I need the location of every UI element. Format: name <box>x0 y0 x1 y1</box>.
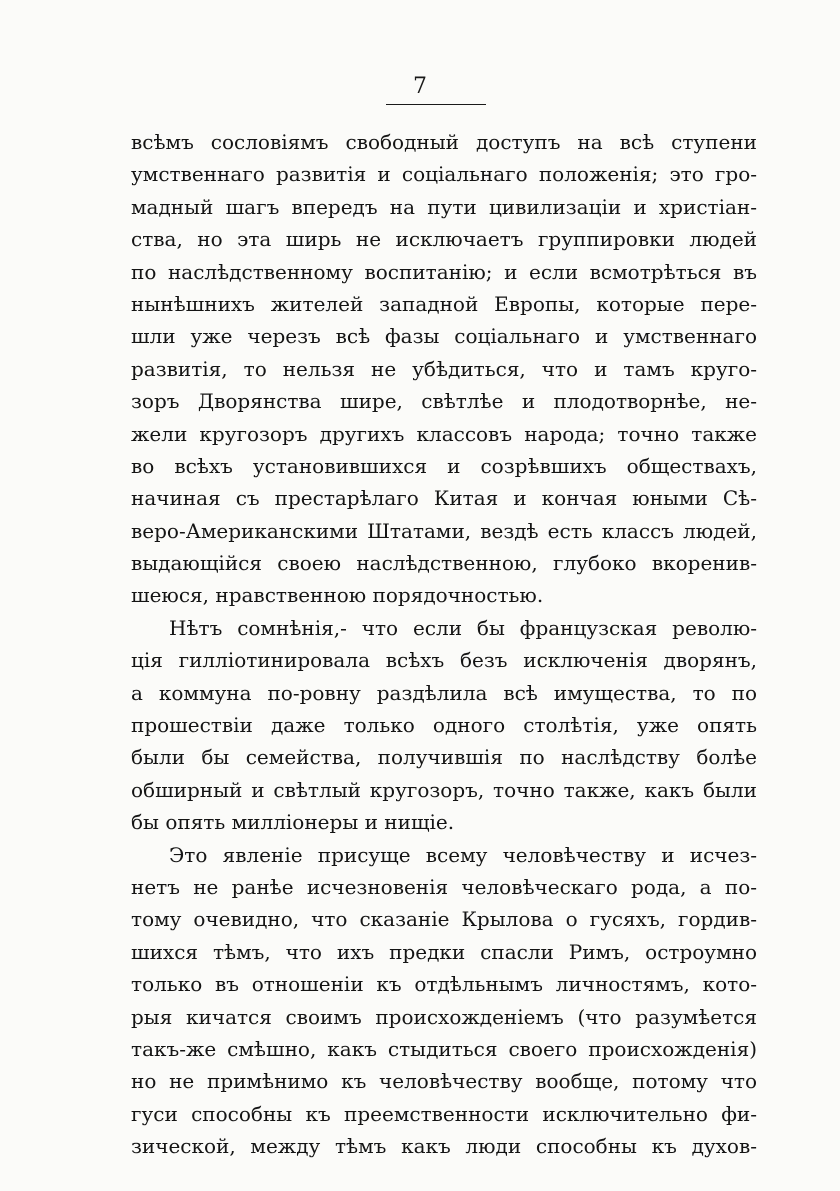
text-line: нынѣшнихъ жителей западной Европы, которые пере- <box>131 291 757 316</box>
text-line: зической, между тѣмъ какъ люди способны къ духов- <box>131 1134 757 1159</box>
text-line: но не примѣнимо къ человѣчеству вообще, потому что <box>131 1069 757 1094</box>
text-line: обширный и свѣтлый кругозоръ, точно также, какъ были <box>131 777 757 802</box>
text-line: зоръ Дворянства шире, свѣтлѣе и плодотворнѣе, не- <box>131 389 757 414</box>
text-line: начиная съ престарѣлаго Китая и кончая юными Сѣ- <box>131 486 757 511</box>
page-number: 7 <box>413 74 427 99</box>
text-line: рыя кичатся своимъ происхожденіемъ (что разумѣется <box>131 1004 757 1029</box>
header-rule <box>386 104 486 105</box>
text-line: тому очевидно, что сказаніе Крылова о гусяхъ, гордив- <box>131 907 757 932</box>
text-line: развитія, то нельзя не убѣдиться, что и тамъ круго- <box>131 356 757 381</box>
text-line: жели кругозоръ другихъ классовъ народа; точно также <box>131 421 757 446</box>
text-line: Нѣтъ сомнѣнія,- что если бы французская револю- <box>169 615 757 640</box>
text-line: шихся тѣмъ, что ихъ предки спасли Римъ, остроумно <box>131 939 757 964</box>
text-line: выдающійся своею наслѣдственною, глубоко вкоренив- <box>131 551 757 576</box>
text-line: по наслѣдственному воспитанію; и если всмотрѣться въ <box>131 259 757 284</box>
text-line: во всѣхъ установившихся и созрѣвшихъ обществахъ, <box>131 453 757 478</box>
text-line: ства, но эта ширь не исключаетъ группировки людей <box>131 227 757 252</box>
text-line: нетъ не ранѣе исчезновенія человѣческаго рода, а по- <box>131 874 757 899</box>
text-line: шеюся, нравственною порядочностью. <box>131 583 544 608</box>
text-line: всѣмъ сословіямъ свободный доступъ на всѣ ступени <box>131 130 757 154</box>
text-line: такъ-же смѣшно, какъ стыдиться своего происхожденія) <box>131 1036 757 1061</box>
text-line: шли уже черезъ всѣ фазы соціальнаго и умственнаго <box>131 324 757 349</box>
body-text <box>131 126 757 1163</box>
text-line: веро-Американскими Штатами, вездѣ есть классъ людей, <box>131 518 757 543</box>
text-line: гуси способны къ преемственности исключительно фи- <box>131 1101 757 1126</box>
text-line: а коммуна по-ровну раздѣлила всѣ имущества, то по <box>131 680 757 705</box>
text-line: были бы семейства, получившія по наслѣдству болѣе <box>131 745 757 770</box>
text-line: умственнаго развитія и соціальнаго положенія; это гро- <box>131 162 757 187</box>
text-line: прошествіи даже только одного столѣтія, уже опять <box>131 713 757 738</box>
text-line: только въ отношеніи къ отдѣльнымъ личностямъ, кото- <box>131 972 757 997</box>
text-line: ція гиллiотинировала всѣхъ безъ исключенія дворянъ, <box>131 648 757 673</box>
text-line: Это явленіе присуще всему человѣчеству и исчез- <box>169 842 757 867</box>
text-line: бы опять милліонеры и нищіе. <box>131 810 455 835</box>
text-line: мадный шагъ впередъ на пути цивилизаціи и христіан- <box>131 194 757 219</box>
